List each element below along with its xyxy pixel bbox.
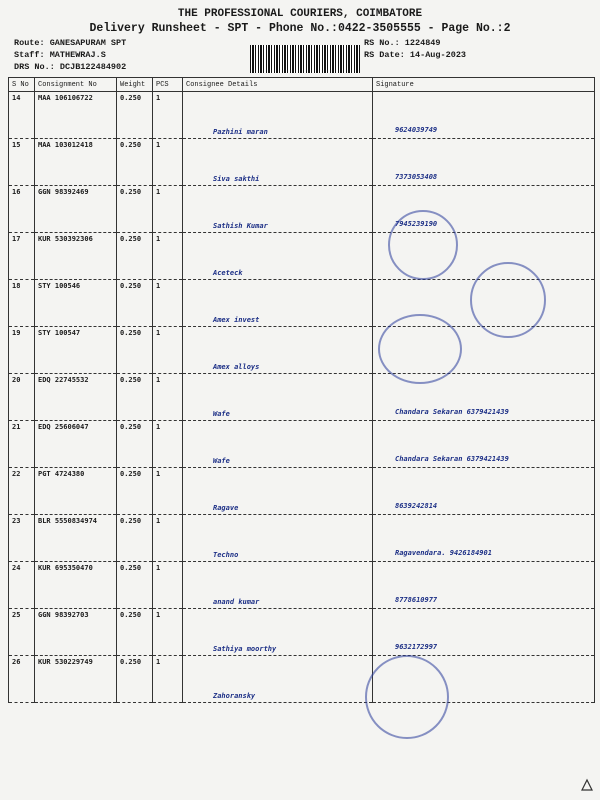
col-header: PCS [153, 78, 183, 92]
table-row [9, 515, 595, 562]
signature-cell-text: 7945239190 [395, 220, 438, 228]
consignee-cell [183, 139, 373, 186]
consignment-cell: GGN 98392703 [35, 609, 117, 656]
signature-cell-text: Chandara Sekaran 6379421439 [395, 408, 509, 416]
weight-cell: 0.250 [117, 515, 153, 562]
rs-number: RS No.: 1224849 [364, 38, 441, 48]
sno-cell: 21 [9, 421, 35, 468]
barcode [250, 45, 360, 73]
signature-cell-text: 8778610977 [395, 596, 438, 604]
weight-cell: 0.250 [117, 656, 153, 703]
col-header: Weight [117, 78, 153, 92]
drs-label: DRS No.: DCJB122484902 [14, 62, 127, 72]
table-row [9, 374, 595, 421]
consignee-cell-text: Amex invest [213, 316, 260, 324]
pcs-cell: 1 [153, 92, 183, 139]
consignment-cell: KUR 530229749 [35, 656, 117, 703]
sno-cell: 16 [9, 186, 35, 233]
consignee-cell-text: Zahoransky [213, 692, 256, 700]
consignee-cell-text: Techno [213, 551, 239, 559]
pcs-cell: 1 [153, 374, 183, 421]
pcs-cell: 1 [153, 139, 183, 186]
consignment-cell: GGN 98392469 [35, 186, 117, 233]
col-header: Consignee Details [183, 78, 373, 92]
sno-cell: 15 [9, 139, 35, 186]
pcs-cell: 1 [153, 280, 183, 327]
table-row [9, 656, 595, 703]
rs-date: RS Date: 14-Aug-2023 [364, 50, 467, 60]
signature-cell-text: 9632172997 [395, 643, 438, 651]
consignee-cell [183, 656, 373, 703]
pcs-cell: 1 [153, 656, 183, 703]
weight-cell: 0.250 [117, 327, 153, 374]
sno-cell: 23 [9, 515, 35, 562]
weight-cell: 0.250 [117, 468, 153, 515]
consignee-cell-text: Wafe [213, 410, 230, 418]
route-label: Route: GANESAPURAM SPT [14, 38, 127, 48]
consignment-cell: EDQ 22745532 [35, 374, 117, 421]
table-header-row [9, 78, 595, 92]
weight-cell: 0.250 [117, 374, 153, 421]
signature-cell [373, 92, 595, 139]
table-row [9, 186, 595, 233]
table-row [9, 421, 595, 468]
table-row [9, 92, 595, 139]
pcs-cell: 1 [153, 515, 183, 562]
consignee-cell-text: anand kumar [213, 598, 260, 606]
company-stamp [365, 655, 449, 739]
weight-cell: 0.250 [117, 233, 153, 280]
sno-cell: 18 [9, 280, 35, 327]
signature-cell [373, 609, 595, 656]
signature-cell [373, 468, 595, 515]
consignment-cell: STY 100546 [35, 280, 117, 327]
sno-cell: 14 [9, 92, 35, 139]
signature-cell [373, 421, 595, 468]
signature-cell-text: 9624039749 [395, 126, 438, 134]
consignee-cell-text: Aceteck [213, 269, 243, 277]
signature-cell [373, 562, 595, 609]
company-stamp [388, 210, 458, 280]
pcs-cell: 1 [153, 421, 183, 468]
weight-cell: 0.250 [117, 562, 153, 609]
consignment-cell: STY 100547 [35, 327, 117, 374]
pcs-cell: 1 [153, 327, 183, 374]
runsheet-title: Delivery Runsheet - SPT - Phone No.:0422-3505555 - Page No.:2 [89, 22, 511, 35]
consignee-cell [183, 421, 373, 468]
weight-cell: 0.250 [117, 139, 153, 186]
consignee-cell-text: Sathish Kumar [213, 222, 268, 230]
table-row [9, 609, 595, 656]
pcs-cell: 1 [153, 609, 183, 656]
corner-mark-icon [580, 778, 594, 792]
col-header: Consignment No [35, 78, 117, 92]
signature-cell [373, 139, 595, 186]
weight-cell: 0.250 [117, 186, 153, 233]
weight-cell: 0.250 [117, 280, 153, 327]
col-header: Signature [373, 78, 595, 92]
runsheet-table [8, 77, 595, 703]
sno-cell: 17 [9, 233, 35, 280]
sno-cell: 19 [9, 327, 35, 374]
consignee-cell [183, 92, 373, 139]
sno-cell: 20 [9, 374, 35, 421]
signature-cell-text: 8639242814 [395, 502, 438, 510]
consignment-cell: BLR 5550834974 [35, 515, 117, 562]
consignment-cell: EDQ 25606047 [35, 421, 117, 468]
table-row [9, 468, 595, 515]
consignment-cell: PGT 4724380 [35, 468, 117, 515]
consignment-cell: MAA 106106722 [35, 92, 117, 139]
consignee-cell [183, 327, 373, 374]
pcs-cell: 1 [153, 186, 183, 233]
pcs-cell: 1 [153, 233, 183, 280]
consignee-cell-text: Wafe [213, 457, 230, 465]
pcs-cell: 1 [153, 468, 183, 515]
consignee-cell-text: Amex alloys [213, 363, 260, 371]
consignee-cell-text: Pazhini maran [213, 128, 268, 136]
consignee-cell-text: Siva sakthi [213, 175, 260, 183]
consignee-cell [183, 468, 373, 515]
runsheet-meta-left [14, 37, 126, 73]
consignment-cell: KUR 530392306 [35, 233, 117, 280]
consignee-cell [183, 562, 373, 609]
weight-cell: 0.250 [117, 421, 153, 468]
col-header: S No [9, 78, 35, 92]
company-title: THE PROFESSIONAL COURIERS, COIMBATORE [177, 8, 423, 20]
consignee-cell [183, 609, 373, 656]
runsheet-meta-right [364, 37, 466, 61]
consignee-cell [183, 233, 373, 280]
signature-cell-text: Chandara Sekaran 6379421439 [395, 455, 509, 463]
consignee-cell-text: Ragave [213, 504, 239, 512]
consignee-cell [183, 515, 373, 562]
consignee-cell-text: Sathiya moorthy [213, 645, 277, 653]
weight-cell: 0.250 [117, 609, 153, 656]
staff-label: Staff: MATHEWRAJ.S [14, 50, 106, 60]
consignee-cell [183, 186, 373, 233]
signature-cell-text: 7373053408 [395, 173, 438, 181]
table-row [9, 139, 595, 186]
weight-cell: 0.250 [117, 92, 153, 139]
signature-cell-text: Ragavendara. 9426184901 [395, 549, 492, 557]
sno-cell: 24 [9, 562, 35, 609]
table-row [9, 562, 595, 609]
sno-cell: 26 [9, 656, 35, 703]
pcs-cell: 1 [153, 562, 183, 609]
signature-cell [373, 515, 595, 562]
consignment-cell: KUR 695350470 [35, 562, 117, 609]
consignee-cell [183, 280, 373, 327]
sno-cell: 22 [9, 468, 35, 515]
consignee-cell [183, 374, 373, 421]
company-stamp [470, 262, 546, 338]
sno-cell: 25 [9, 609, 35, 656]
consignment-cell: MAA 103012418 [35, 139, 117, 186]
company-stamp [378, 314, 462, 384]
